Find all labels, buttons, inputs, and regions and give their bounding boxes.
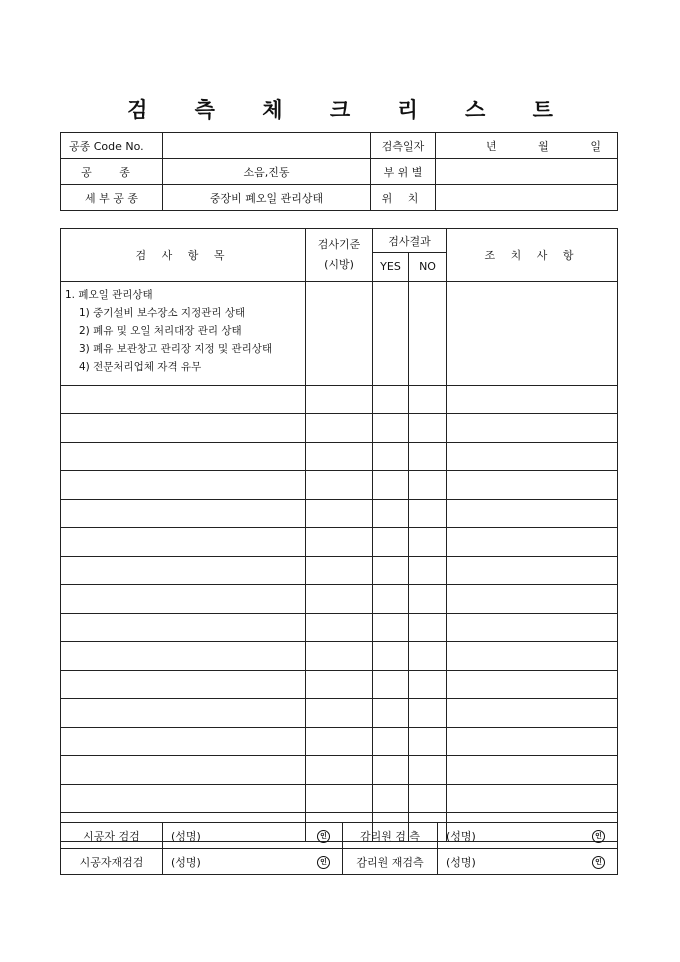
item-cell[interactable] xyxy=(61,699,306,728)
item-cell[interactable] xyxy=(61,528,306,557)
blank-row xyxy=(61,670,618,699)
header-yes: YES xyxy=(373,253,409,282)
action-cell[interactable] xyxy=(447,727,618,756)
yes-cell[interactable] xyxy=(373,642,409,671)
supervisor-check-field[interactable] xyxy=(438,823,618,849)
yes-cell[interactable] xyxy=(373,499,409,528)
blank-row xyxy=(61,699,618,728)
blank-row xyxy=(61,784,618,813)
date-day-label: 일 xyxy=(590,139,601,153)
no-cell[interactable] xyxy=(409,281,447,385)
part-label: 부 위 별 xyxy=(371,159,436,185)
item-cell[interactable] xyxy=(61,471,306,500)
blank-row xyxy=(61,528,618,557)
no-cell[interactable] xyxy=(409,670,447,699)
name-placeholder: (성명) xyxy=(171,829,201,843)
blank-row xyxy=(61,613,618,642)
yes-cell[interactable] xyxy=(373,784,409,813)
header-standard-label: 검사기준 xyxy=(317,237,361,251)
yes-cell[interactable] xyxy=(373,556,409,585)
action-cell[interactable] xyxy=(447,756,618,785)
yes-cell[interactable] xyxy=(373,585,409,614)
standard-cell[interactable] xyxy=(306,727,373,756)
seal-icon: 인 xyxy=(592,856,605,869)
standard-cell[interactable] xyxy=(306,585,373,614)
no-cell[interactable] xyxy=(409,613,447,642)
yes-cell[interactable] xyxy=(373,699,409,728)
action-cell[interactable] xyxy=(447,442,618,471)
header-result: 검사결과 xyxy=(373,229,447,253)
seal-icon: 인 xyxy=(592,830,605,843)
blank-row xyxy=(61,499,618,528)
item-cell[interactable] xyxy=(61,385,306,414)
blank-row xyxy=(61,414,618,443)
blank-row xyxy=(61,756,618,785)
header-items: 검 사 항 목 xyxy=(61,229,306,282)
sub-item: 1) 중기설비 보수장소 지정관리 상태 xyxy=(79,306,246,319)
name-placeholder: (성명) xyxy=(171,855,201,869)
standard-cell[interactable] xyxy=(306,756,373,785)
blank-row xyxy=(61,727,618,756)
action-cell[interactable] xyxy=(447,670,618,699)
item-cell[interactable] xyxy=(61,727,306,756)
inspection-date-label: 검측일자 xyxy=(371,133,436,159)
item-cell[interactable] xyxy=(61,756,306,785)
no-cell[interactable] xyxy=(409,528,447,557)
no-cell[interactable] xyxy=(409,727,447,756)
standard-cell[interactable] xyxy=(306,471,373,500)
header-standard-sub: (시방) xyxy=(324,257,354,271)
standard-cell[interactable] xyxy=(306,414,373,443)
work-type-field[interactable]: 소음,진동 xyxy=(163,159,371,185)
blank-row xyxy=(61,556,618,585)
name-placeholder: (성명) xyxy=(446,855,476,869)
seal-icon: 인 xyxy=(317,830,330,843)
location-label: 위 치 xyxy=(371,185,436,211)
main-item: 1. 폐오일 관리상태 xyxy=(65,288,153,301)
sub-item: 2) 폐유 및 오일 처리대장 관리 상태 xyxy=(79,324,242,337)
item-cell[interactable] xyxy=(61,556,306,585)
blank-row xyxy=(61,442,618,471)
yes-cell[interactable] xyxy=(373,756,409,785)
contractor-check-label: 시공자 검검 xyxy=(61,823,163,849)
contractor-recheck-field[interactable] xyxy=(163,849,343,875)
info-row-work-type xyxy=(61,159,618,185)
yes-cell[interactable] xyxy=(373,281,409,385)
standard-cell[interactable] xyxy=(306,670,373,699)
no-cell[interactable] xyxy=(409,642,447,671)
no-cell[interactable] xyxy=(409,585,447,614)
no-cell[interactable] xyxy=(409,699,447,728)
yes-cell[interactable] xyxy=(373,385,409,414)
info-row-detail xyxy=(61,185,618,211)
action-cell[interactable] xyxy=(447,556,618,585)
blank-row xyxy=(61,585,618,614)
header-standard xyxy=(306,229,373,282)
standard-cell[interactable] xyxy=(306,699,373,728)
sub-item: 4) 전문처리업체 자격 유무 xyxy=(79,360,202,373)
item-list xyxy=(61,281,306,385)
blank-row xyxy=(61,642,618,671)
checklist-table xyxy=(60,228,618,842)
sub-item: 3) 폐유 보관창고 관리장 지정 및 관리상태 xyxy=(79,342,273,355)
date-year-label: 년 xyxy=(486,139,497,153)
contractor-recheck-label: 시공자재검검 xyxy=(61,849,163,875)
supervisor-recheck-label: 감리원 재검측 xyxy=(343,849,438,875)
no-cell[interactable] xyxy=(409,556,447,585)
item-cell[interactable] xyxy=(61,613,306,642)
action-cell[interactable] xyxy=(447,385,618,414)
work-type-label: 공 종 xyxy=(61,159,163,185)
item-cell[interactable] xyxy=(61,499,306,528)
action-cell[interactable] xyxy=(447,471,618,500)
standard-cell[interactable] xyxy=(306,784,373,813)
blank-row xyxy=(61,471,618,500)
yes-cell[interactable] xyxy=(373,414,409,443)
action-cell[interactable] xyxy=(447,699,618,728)
supervisor-recheck-field[interactable] xyxy=(438,849,618,875)
signature-table xyxy=(60,822,618,875)
no-cell[interactable] xyxy=(409,471,447,500)
inspection-date-field[interactable] xyxy=(436,133,618,159)
name-placeholder: (성명) xyxy=(446,829,476,843)
standard-cell[interactable] xyxy=(306,442,373,471)
item-cell[interactable] xyxy=(61,642,306,671)
action-cell[interactable] xyxy=(447,528,618,557)
work-code-field[interactable] xyxy=(163,133,371,159)
item-cell[interactable] xyxy=(61,442,306,471)
yes-cell[interactable] xyxy=(373,670,409,699)
supervisor-check-label: 감리원 검 측 xyxy=(343,823,438,849)
yes-cell[interactable] xyxy=(373,727,409,756)
detail-work-label: 세 부 공 종 xyxy=(61,185,163,211)
part-field[interactable] xyxy=(436,159,618,185)
info-row-code xyxy=(61,133,618,159)
action-cell[interactable] xyxy=(447,414,618,443)
work-code-label: 공종 Code No. xyxy=(61,133,163,159)
no-cell[interactable] xyxy=(409,442,447,471)
standard-cell[interactable] xyxy=(306,528,373,557)
action-cell[interactable] xyxy=(447,585,618,614)
item-cell[interactable] xyxy=(61,585,306,614)
item-cell[interactable] xyxy=(61,670,306,699)
item-cell[interactable] xyxy=(61,414,306,443)
info-table xyxy=(60,132,618,211)
action-cell[interactable] xyxy=(447,499,618,528)
action-cell[interactable] xyxy=(447,281,618,385)
no-cell[interactable] xyxy=(409,385,447,414)
standard-cell[interactable] xyxy=(306,642,373,671)
no-cell[interactable] xyxy=(409,784,447,813)
yes-cell[interactable] xyxy=(373,613,409,642)
standard-cell[interactable] xyxy=(306,385,373,414)
yes-cell[interactable] xyxy=(373,528,409,557)
standard-cell[interactable] xyxy=(306,499,373,528)
seal-icon: 인 xyxy=(317,856,330,869)
header-no: NO xyxy=(409,253,447,282)
action-cell[interactable] xyxy=(447,784,618,813)
action-cell[interactable] xyxy=(447,613,618,642)
location-field[interactable] xyxy=(436,185,618,211)
yes-cell[interactable] xyxy=(373,442,409,471)
standard-cell[interactable] xyxy=(306,281,373,385)
contractor-check-field[interactable] xyxy=(163,823,343,849)
page-title: 검 측 체 크 리 스 트 xyxy=(127,97,573,122)
checklist-header-row xyxy=(61,229,618,253)
no-cell[interactable] xyxy=(409,756,447,785)
yes-cell[interactable] xyxy=(373,471,409,500)
item-cell[interactable] xyxy=(61,784,306,813)
blank-row xyxy=(61,385,618,414)
standard-cell[interactable] xyxy=(306,556,373,585)
detail-work-field[interactable]: 중장비 폐오일 관리상태 xyxy=(163,185,371,211)
sign-row-recheck xyxy=(61,849,618,875)
header-action: 조 치 사 항 xyxy=(447,229,618,282)
sign-row-check xyxy=(61,823,618,849)
no-cell[interactable] xyxy=(409,499,447,528)
standard-cell[interactable] xyxy=(306,613,373,642)
action-cell[interactable] xyxy=(447,642,618,671)
date-month-label: 월 xyxy=(538,139,549,153)
checklist-item-row xyxy=(61,281,618,385)
no-cell[interactable] xyxy=(409,414,447,443)
